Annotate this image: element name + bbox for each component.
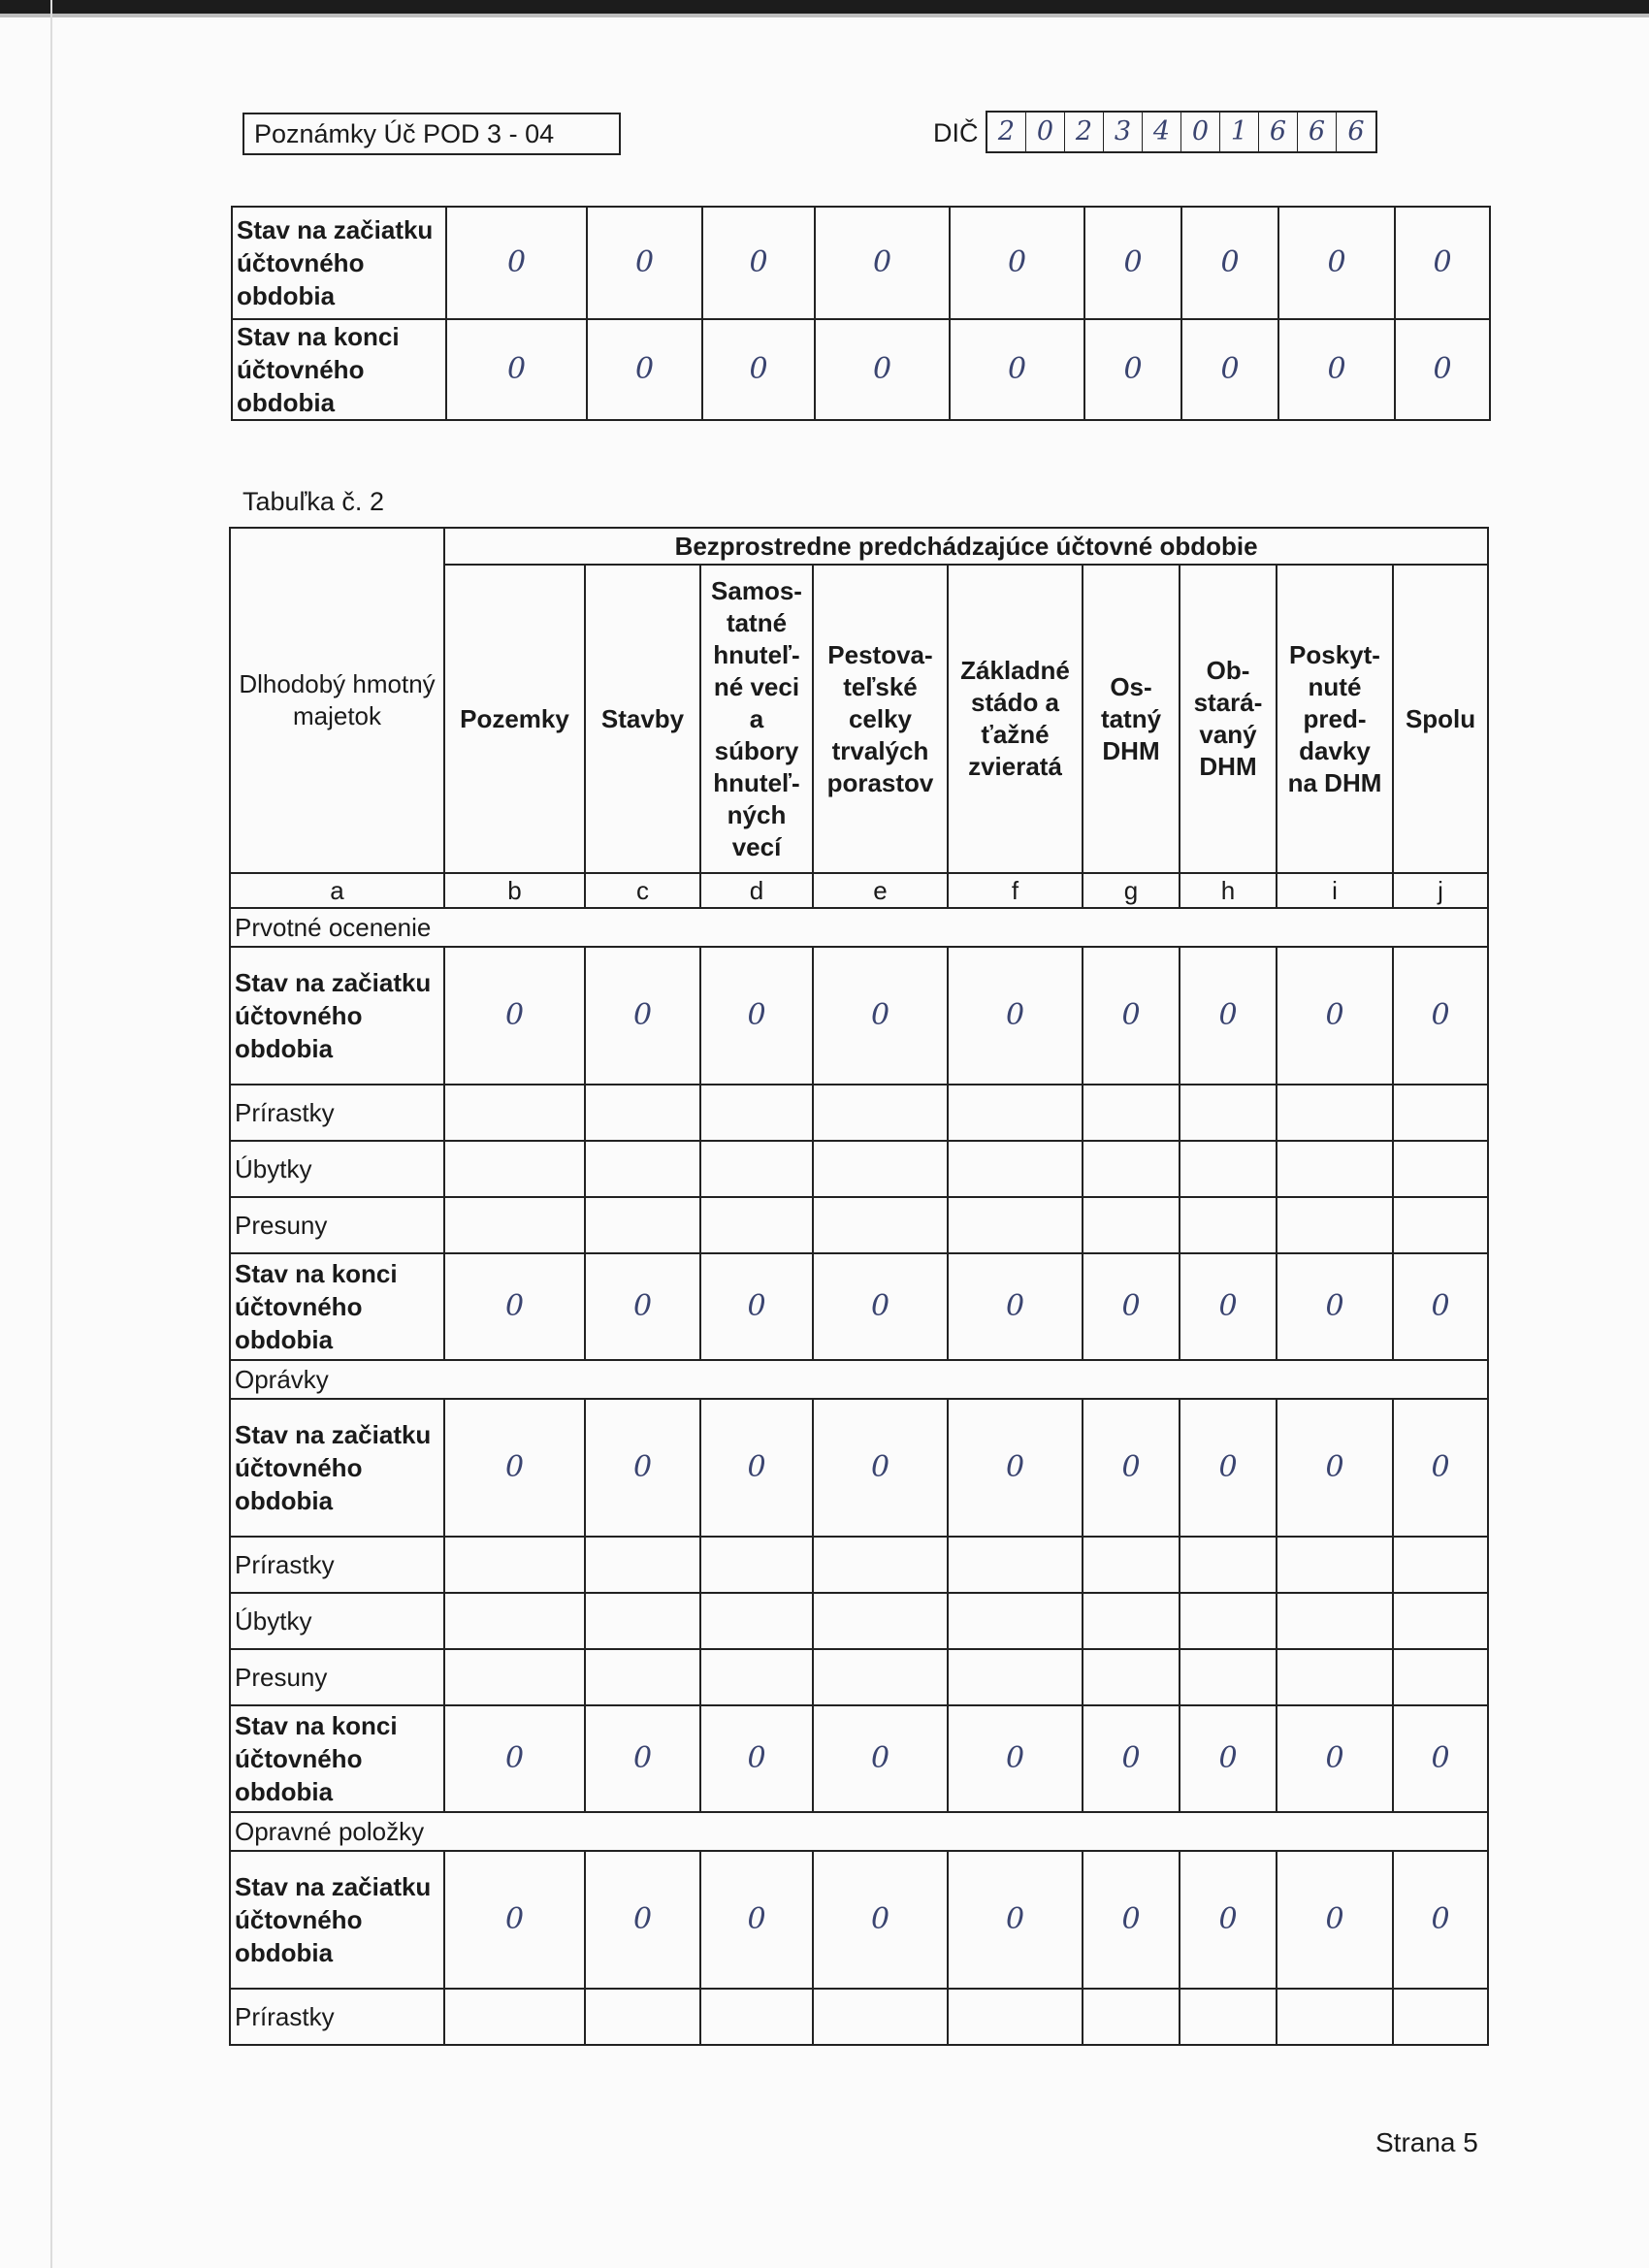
column-letter: a: [230, 873, 444, 908]
section-title: Oprávky: [230, 1360, 1488, 1399]
value-cell: [1180, 1085, 1277, 1141]
binding-line: [50, 0, 52, 2268]
value-cell: 0: [444, 1399, 585, 1537]
dic-digit: 6: [1298, 113, 1337, 151]
value-cell: 0: [444, 947, 585, 1085]
dic-digit: 2: [987, 113, 1026, 151]
value-cell: 0: [813, 1399, 948, 1537]
dic-digit: 4: [1143, 113, 1181, 151]
column-header: Os- tatný DHM: [1083, 565, 1180, 873]
value-cell: [1083, 1537, 1180, 1593]
value-cell: 0: [585, 1705, 700, 1812]
section-row: [230, 1360, 1488, 1399]
table-row: [230, 1989, 1488, 2045]
value-cell: 0: [815, 319, 950, 420]
table-row: [230, 947, 1488, 1085]
value-cell: 0: [1277, 1705, 1393, 1812]
scan-top-edge: [0, 0, 1649, 14]
row-label: Stav na začiatku účtovného obdobia: [232, 207, 446, 319]
section-row: [230, 1812, 1488, 1851]
value-cell: [700, 1593, 813, 1649]
table-row: [230, 1141, 1488, 1197]
value-cell: 0: [1277, 1851, 1393, 1989]
column-letter: i: [1277, 873, 1393, 908]
value-cell: [813, 1989, 948, 2045]
column-header: Spolu: [1393, 565, 1488, 873]
value-cell: [1277, 1537, 1393, 1593]
value-cell: 0: [1393, 1705, 1488, 1812]
value-cell: 0: [815, 207, 950, 319]
value-cell: [948, 1593, 1083, 1649]
value-cell: 0: [700, 1399, 813, 1537]
value-cell: [444, 1141, 585, 1197]
column-letter-row: [230, 873, 1488, 908]
dic-digit: 1: [1220, 113, 1259, 151]
value-cell: 0: [1393, 947, 1488, 1085]
value-cell: 0: [1393, 1399, 1488, 1537]
value-cell: [948, 1085, 1083, 1141]
value-cell: 0: [1180, 947, 1277, 1085]
value-cell: [700, 1989, 813, 2045]
value-cell: 0: [446, 207, 587, 319]
value-cell: 0: [585, 1253, 700, 1360]
value-cell: 0: [948, 1851, 1083, 1989]
value-cell: [444, 1537, 585, 1593]
value-cell: [1393, 1537, 1488, 1593]
value-cell: [585, 1649, 700, 1705]
value-cell: 0: [1083, 1253, 1180, 1360]
dic-number-grid: [986, 111, 1377, 153]
value-cell: [948, 1649, 1083, 1705]
column-header: Pozemky: [444, 565, 585, 873]
value-cell: 0: [813, 1705, 948, 1812]
dic-digit: 0: [1181, 113, 1220, 151]
value-cell: [1393, 1085, 1488, 1141]
value-cell: [813, 1593, 948, 1649]
value-cell: 0: [1083, 1705, 1180, 1812]
section-title: Prvotné ocenenie: [230, 908, 1488, 947]
value-cell: [1083, 1141, 1180, 1197]
value-cell: [585, 1197, 700, 1253]
column-letter: c: [585, 873, 700, 908]
value-cell: 0: [950, 207, 1084, 319]
table-row: [230, 1537, 1488, 1593]
value-cell: 0: [1277, 1399, 1393, 1537]
value-cell: 0: [948, 947, 1083, 1085]
value-cell: 0: [585, 1851, 700, 1989]
value-cell: 0: [444, 1705, 585, 1812]
column-letter: e: [813, 873, 948, 908]
value-cell: [813, 1537, 948, 1593]
value-cell: [1277, 1085, 1393, 1141]
value-cell: [1180, 1141, 1277, 1197]
value-cell: 0: [585, 947, 700, 1085]
row-label: Stav na konci účtovného obdobia: [230, 1253, 444, 1360]
column-header: Samos- tatné hnuteľ- né veci a súbory hnuteľ- ných vecí: [700, 565, 813, 873]
value-cell: 0: [1277, 1253, 1393, 1360]
value-cell: 0: [1393, 1253, 1488, 1360]
table-row: [230, 1399, 1488, 1537]
value-cell: [948, 1537, 1083, 1593]
row-label: Stav na konci účtovného obdobia: [232, 319, 446, 420]
value-cell: 0: [1083, 947, 1180, 1085]
value-cell: 0: [813, 947, 948, 1085]
row-label: Úbytky: [230, 1593, 444, 1649]
value-cell: [1180, 1989, 1277, 2045]
table-row: [230, 1649, 1488, 1705]
column-letter: d: [700, 873, 813, 908]
value-cell: 0: [1278, 207, 1395, 319]
value-cell: 0: [587, 319, 702, 420]
row-label: Stav na začiatku účtovného obdobia: [230, 1851, 444, 1989]
row-label: Prírastky: [230, 1537, 444, 1593]
value-cell: [1083, 1989, 1180, 2045]
section-row: [230, 908, 1488, 947]
value-cell: [813, 1141, 948, 1197]
value-cell: [948, 1141, 1083, 1197]
column-letter: b: [444, 873, 585, 908]
value-cell: 0: [1395, 207, 1490, 319]
value-cell: [585, 1989, 700, 2045]
col-a-header: Dlhodobý hmotný majetok: [230, 528, 444, 873]
value-cell: [1277, 1593, 1393, 1649]
value-cell: 0: [1084, 319, 1181, 420]
value-cell: 0: [700, 1253, 813, 1360]
value-cell: [444, 1649, 585, 1705]
table-row: [230, 1253, 1488, 1360]
value-cell: 0: [948, 1399, 1083, 1537]
value-cell: [700, 1197, 813, 1253]
value-cell: 0: [702, 319, 815, 420]
value-cell: 0: [1180, 1399, 1277, 1537]
value-cell: [585, 1085, 700, 1141]
group-header: Bezprostredne predchádzajúce účtovné obdobie: [444, 528, 1488, 565]
group-header-row: [230, 528, 1488, 565]
dic-digit: 6: [1259, 113, 1298, 151]
value-cell: [1393, 1649, 1488, 1705]
top-table: [231, 206, 1491, 421]
dic-digit: 6: [1347, 116, 1365, 146]
value-cell: 0: [1180, 1705, 1277, 1812]
dic-digit: 0: [1026, 113, 1065, 151]
value-cell: [1277, 1989, 1393, 2045]
value-cell: 0: [1395, 319, 1490, 420]
value-cell: 0: [700, 1851, 813, 1989]
value-cell: 0: [444, 1851, 585, 1989]
value-cell: [1393, 1593, 1488, 1649]
column-letter: j: [1393, 873, 1488, 908]
column-header: Pestova- teľské celky trvalých porastov: [813, 565, 948, 873]
dic-digit: 2: [1065, 113, 1104, 151]
value-cell: 0: [813, 1253, 948, 1360]
value-cell: [1083, 1085, 1180, 1141]
value-cell: [1083, 1197, 1180, 1253]
value-cell: [1180, 1197, 1277, 1253]
row-label: Presuny: [230, 1649, 444, 1705]
row-label: Úbytky: [230, 1141, 444, 1197]
value-cell: 0: [1181, 207, 1278, 319]
value-cell: [813, 1197, 948, 1253]
value-cell: [444, 1197, 585, 1253]
row-label: Prírastky: [230, 1085, 444, 1141]
value-cell: [1393, 1141, 1488, 1197]
value-cell: 0: [1277, 947, 1393, 1085]
table-row: [230, 1705, 1488, 1812]
value-cell: [700, 1085, 813, 1141]
value-cell: 0: [700, 1705, 813, 1812]
column-header: Základné stádo a ťažné zvieratá: [948, 565, 1083, 873]
value-cell: 0: [1083, 1399, 1180, 1537]
table-2: [229, 527, 1489, 2046]
row-label: Prírastky: [230, 1989, 444, 2045]
row-label: Stav na konci účtovného obdobia: [230, 1705, 444, 1812]
value-cell: [444, 1593, 585, 1649]
value-cell: 0: [702, 207, 815, 319]
dic-label: DIČ: [933, 118, 979, 147]
value-cell: [444, 1989, 585, 2045]
value-cell: [948, 1989, 1083, 2045]
value-cell: 0: [1180, 1253, 1277, 1360]
value-cell: 0: [813, 1851, 948, 1989]
row-label: Stav na začiatku účtovného obdobia: [230, 1399, 444, 1537]
value-cell: [1393, 1197, 1488, 1253]
value-cell: [1180, 1537, 1277, 1593]
value-cell: [585, 1141, 700, 1197]
column-letter: f: [948, 873, 1083, 908]
page-number: Strana 5: [1375, 2127, 1478, 2157]
value-cell: [948, 1197, 1083, 1253]
value-cell: [1180, 1593, 1277, 1649]
value-cell: [444, 1085, 585, 1141]
value-cell: [1277, 1649, 1393, 1705]
value-cell: 0: [585, 1399, 700, 1537]
value-cell: [813, 1085, 948, 1141]
value-cell: 0: [700, 947, 813, 1085]
section-title: Opravné položky: [230, 1812, 1488, 1851]
column-header: Stavby: [585, 565, 700, 873]
value-cell: 0: [1181, 319, 1278, 420]
table-row: [230, 1085, 1488, 1141]
value-cell: [1083, 1593, 1180, 1649]
value-cell: 0: [1393, 1851, 1488, 1989]
row-label: Presuny: [230, 1197, 444, 1253]
value-cell: [700, 1649, 813, 1705]
dic-digit: 3: [1104, 113, 1143, 151]
value-cell: 0: [446, 319, 587, 420]
table-row: [232, 319, 1490, 420]
value-cell: [1277, 1197, 1393, 1253]
value-cell: 0: [1180, 1851, 1277, 1989]
table-caption: Tabuľka č. 2: [242, 487, 384, 516]
value-cell: 0: [948, 1253, 1083, 1360]
form-label: Poznámky Úč POD 3 - 04: [242, 113, 621, 155]
table-row: [230, 1851, 1488, 1989]
value-cell: [700, 1141, 813, 1197]
column-header: Poskyt- nuté pred- davky na DHM: [1277, 565, 1393, 873]
row-label: Stav na začiatku účtovného obdobia: [230, 947, 444, 1085]
column-letter: g: [1083, 873, 1180, 908]
value-cell: [1083, 1649, 1180, 1705]
value-cell: [585, 1593, 700, 1649]
value-cell: 0: [950, 319, 1084, 420]
value-cell: 0: [1084, 207, 1181, 319]
column-letter: h: [1180, 873, 1277, 908]
table-row: [230, 1197, 1488, 1253]
table-row: [230, 1593, 1488, 1649]
value-cell: 0: [1083, 1851, 1180, 1989]
value-cell: 0: [1278, 319, 1395, 420]
value-cell: [1393, 1989, 1488, 2045]
column-header: Ob- stará- vaný DHM: [1180, 565, 1277, 873]
value-cell: [813, 1649, 948, 1705]
value-cell: [585, 1537, 700, 1593]
value-cell: 0: [587, 207, 702, 319]
value-cell: [1277, 1141, 1393, 1197]
value-cell: [700, 1537, 813, 1593]
scan-top-shadow: [0, 14, 1649, 17]
value-cell: [1180, 1649, 1277, 1705]
table-row: [232, 207, 1490, 319]
value-cell: 0: [948, 1705, 1083, 1812]
value-cell: 0: [444, 1253, 585, 1360]
